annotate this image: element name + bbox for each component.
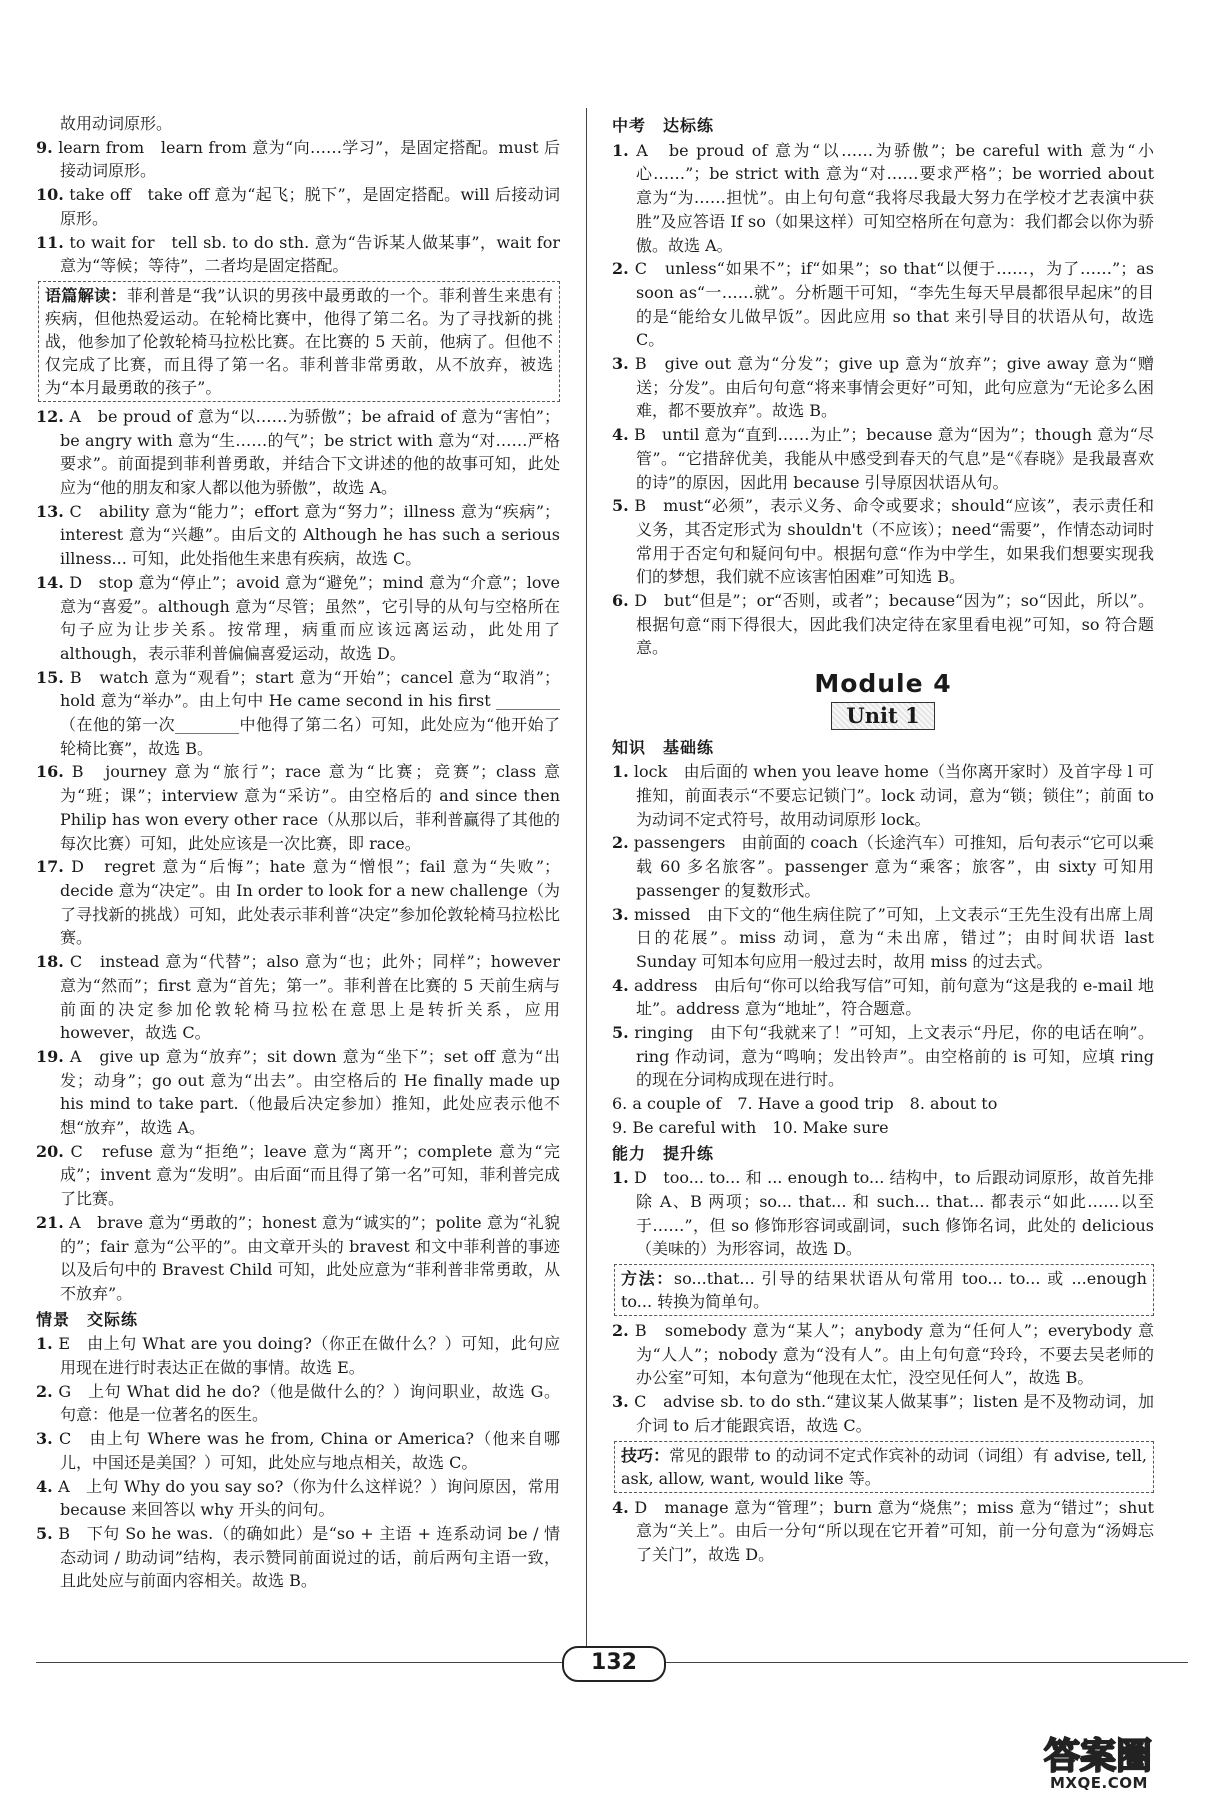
answer-number: 5. [612,1023,629,1043]
answer-item [36,855,560,950]
tip-label: 技巧： [621,1445,670,1465]
answer-number: 1. [612,762,629,782]
answer-number: 20. [36,1141,64,1161]
answer-text: B journey 意为“旅行”；race 意为“比赛；竞赛”；class 意为“班；课”；interview 意为“采访”。由空格后的 and since then Philip has won every other race（从那以后，菲利普赢得了其他的每次比赛）可知，此处应该是一次比赛，即 race。 [60,762,560,853]
answer-item [612,903,1154,974]
answer-number: 2. [612,259,629,279]
answer-item [612,139,1154,258]
right-column [612,112,1154,1567]
answer-item [612,1496,1154,1567]
answer-text: D manage 意为“管理”；burn 意为“烧焦”；miss 意为“错过”；shut 意为“关上”。由后一分句“所以现在它开着”可知，前一分句意为“汤姆忘了关门”，故选 D。 [634,1497,1154,1564]
right-items-c1 [612,1166,1154,1261]
answer-item [612,589,1154,660]
answer-number: 15. [36,667,64,687]
answer-number: 3. [36,1429,53,1449]
answer-item [612,1166,1154,1261]
answer-item [36,405,560,500]
answer-text: B 下句 So he was.（的确如此）是“so + 主语 + 连系动词 be / 情态动词 / 助动词”结构，表示赞同前面说过的话，前后两句主语一致，且此处应与前面内容相关。故选 B。 [58,1523,560,1591]
answer-text: G 上句 What did he do?（他是做什么的？）询问职业，故选 G。句意：他是一位著名的医生。 [58,1381,560,1425]
answer-text: A 上句 Why do you say so?（你为什么这样说？）询问原因，常用 because 来回答以 why 开头的问句。 [58,1476,560,1520]
answer-number: 2. [36,1381,53,1401]
left-items-c [36,1332,560,1593]
answer-item [612,760,1154,831]
tip-text: 常见的跟带 to 的动词不定式作宾补的动词（词组）有 advise, tell, ask, allow, want, would like 等。 [621,1445,1147,1488]
left-column [36,112,560,1593]
section-exam: 中考 达标练 [612,116,715,135]
answer-item [612,257,1154,352]
answer-text: B watch 意为“观看”；start 意为“开始”；cancel 意为“取消”；hold 意为“举办”。由上句中 He came second in his first ________（在他的第一次________中他得了第二名）可知，此处应为“他开始了轮椅比赛”，故选 B。 [60,667,560,758]
answer-number: 3. [612,1392,629,1412]
answer-text: C 由上句 Where was he from, China or America?（他来自哪儿，中国还是美国？）可知，此处应与地点相关，故选 C。 [58,1429,560,1472]
answer-number: 1. [612,140,629,160]
answer-number: 12. [36,406,64,426]
answer-item [36,1211,560,1306]
column-divider [586,108,587,1648]
answer-number: 3. [612,904,629,924]
answer-number: 5. [36,1523,53,1543]
intro-line: 故用动词原形。 [60,114,173,133]
answer-number: 11. [36,232,64,252]
answer-item [36,231,560,278]
answer-item [36,1380,560,1427]
watermark-domain: MXQE.COM [1050,1774,1148,1792]
answer-number: 2. [612,833,629,853]
answer-text: D regret 意为“后悔”；hate 意为“憎恨”；fail 意为“失败”；decide 意为“决定”。由 In order to look for a new challenge（为了寻找新的挑战）可知，此处表示菲利普“决定”参加伦敦轮椅马拉松比赛。 [60,857,560,948]
answer-text: A give up 意为“放弃”；sit down 意为“坐下”；set off 意为“出发；动身”；go out 意为“出去”。由空格后的 He finally made up his mind to take part.（他最后决定参加）推知，此处应表示他不想“放弃”，故选 A。 [60,1046,560,1138]
answer-text: B give out 意为“分发”；give up 意为“放弃”；give away 意为“赠送；分发”。由后句句意“将来事情会更好”可知，此句应意为“无论多么困难，都不要放弃”。故选 B。 [634,354,1154,421]
right-items-a [612,139,1154,660]
answer-number: 4. [612,1497,629,1517]
answer-number: 14. [36,572,64,592]
answer-number: 18. [36,952,64,972]
answer-text: C advise sb. to do sth.“建议某人做某事”；listen 是不及物动词，加介词 to 后才能跟宾语，故选 C。 [634,1392,1154,1435]
answer-text: passengers 由前面的 coach（长途汽车）可推知，后句表示“它可以乘载 60 多名旅客”。passenger 意为“乘客；旅客”，由 sixty 可知用 passenger 的复数形式。 [633,833,1155,900]
answer-number: 2. [612,1321,629,1341]
answer-item [612,1021,1154,1092]
answer-number: 1. [612,1168,629,1188]
answer-text: C unless“如果不”；if“如果”；so that“以便于……，为了……”；as soon as“一……就”。分析题干可知，“李先生每天早晨都很早起床”的目的是“能给女儿做早饭”。因此应用 so that 来引导目的状语从句，故选 C。 [634,259,1154,350]
answer-number: 10. [36,185,64,205]
answer-item [36,136,560,183]
answer-text: learn from learn from 意为“向……学习”，是固定搭配。must 后接动词原形。 [58,137,560,181]
reading-label: 语篇解读： [45,285,127,305]
unit-title-wrap [612,702,1154,730]
right-items-c2 [612,1319,1154,1438]
answer-text: C instead 意为“代替”；also 意为“也；此外；同样”；however 意为“然而”；first 意为“首先；第一”。菲利普在比赛的 5 天前生病与前面的决定参加伦敦轮椅马拉松在意思上是转折关系，应用 however，故选 C。 [60,952,560,1043]
answer-item [612,974,1154,1021]
answer-text: B must“必须”，表示义务、命令或要求；should“应该”，表示责任和义务，其否定形式为 shouldn't（不应该）；need“需要”，作情态动词时常用于否定句和疑问句中。根据句意“作为中学生，如果我们想要实现我们的梦想，我们就不应该害怕困难”可知选 B。 [634,496,1154,587]
answer-item [36,950,560,1045]
left-items-a [36,136,560,278]
answer-item [36,1332,560,1379]
answer-number: 19. [36,1046,64,1066]
answer-number: 1. [36,1334,53,1354]
answer-number: 4. [612,425,629,445]
answer-item [612,352,1154,423]
answer-text: lock 由后面的 when you leave home（当你离开家时）及首字母 l 可推知，前面表示“不要忘记锁门”。lock 动词，意为“锁；锁住”；前面 to 为动词不定式符号，故用动词原形 lock。 [633,762,1154,829]
answer-item [36,500,560,571]
answer-item [36,1522,560,1593]
answer-number: 5. [612,496,629,516]
answer-text: C refuse 意为“拒绝”；leave 意为“离开”；complete 意为“完成”；invent 意为“发明”。由后面“而且得了第一名”可知，菲利普完成了比赛。 [60,1141,560,1209]
section-ability: 能力 提升练 [612,1143,715,1163]
answer-text: A brave 意为“勇敢的”；honest 意为“诚实的”；polite 意为“礼貌的”；fair 意为“公平的”。由文章开头的 bravest 和文中菲利普的事迹以及后句中的 Bravest Child 可知，此处应意为“菲利普非常勇敢，从不放弃”。 [60,1212,560,1303]
left-items-b [36,405,560,1306]
answer-item [36,760,560,855]
right-items-c3 [612,1496,1154,1567]
section-basics: 知识 基础练 [612,737,715,757]
answer-number: 4. [36,1476,53,1496]
answer-item [36,1045,560,1140]
answer-text: B somebody 意为“某人”；anybody 意为“任何人”；everybody 意为“人人”；nobody 意为“没有人”。由上句句意“玲玲，不要去吴老师的办公室”可知，本句意为“他现在太忙，没空见任何人”，故选 B。 [634,1321,1154,1388]
answer-text: B until 意为“直到……为止”；because 意为“因为”；though 意为“尽管”。“它措辞优美，我能从中感受到春天的气息”是“《春晓》是我最喜欢的诗”的原因，因此用 because 引导原因状语从句。 [633,425,1154,492]
answer-item [612,1319,1154,1390]
answer-text: A be proud of 意为“以……为骄傲”；be afraid of 意为“害怕”；be angry with 意为“生……的气”；be strict with 意为“对……严格要求”。前面提到菲利普勇敢，并结合下文讲述的他的故事可知，此处应为“他的朋友和家人都以他为骄傲”，故选 A。 [60,406,560,498]
unit-title: Unit 1 [831,702,934,730]
method-box [614,1264,1154,1316]
answer-item [612,423,1154,494]
answer-text: D stop 意为“停止”；avoid 意为“避免”；mind 意为“介意”；love 意为“喜爱”。although 意为“尽管；虽然”，它引导的从句与空格所在句子应为让步关系。按常理，病重而应该远离运动，此处用了 although，表示菲利普偏偏喜爱运动，故选 D。 [60,572,560,663]
answer-text: ringing 由下句“我就来了！”可知，上文表示“丹尼，你的电话在响”。ring 作动词，意为“鸣响；发出铃声”。由空格前的 is 可知，应填 ring 的现在分词构成现在进行时。 [634,1023,1154,1090]
answer-line-9-10: 9. Be careful with 10. Make sure [612,1117,889,1137]
tip-box [614,1441,1154,1493]
method-label: 方法： [621,1269,674,1289]
answer-text: missed 由下文的“他生病住院了”可知，上文表示“王先生没有出席上周日的花展”。miss 动词，意为“未出席，错过”；由时间状语 last Sunday 可知本句应用一般过去时，故用 miss 的过去式。 [634,904,1154,971]
answer-item [612,1390,1154,1437]
watermark-top: 答案圈 [1044,1736,1153,1777]
answer-line-6-8: 6. a couple of 7. Have a good trip 8. about to [612,1094,998,1114]
page-number: 132 [562,1646,666,1682]
answer-item [36,666,560,761]
answer-number: 21. [36,1212,64,1232]
answer-text: C ability 意为“能力”；effort 意为“努力”；illness 意为“疾病”；interest 意为“兴趣”。由后文的 Although he has such a serious illness... 可知，此处指他生来患有疾病，故选 C。 [60,501,560,569]
answer-text: D too... to... 和 ... enough to... 结构中，to 后跟动词原形，故首先排除 A、B 两项；so... that... 和 such... that... 都表示“如此……以至于……”，但 so 修饰形容词或副词，such 修饰名词，此处的 delicious（美味的）为形容词，故选 D。 [634,1168,1154,1259]
answer-item [36,1140,560,1211]
answer-item [36,1427,560,1474]
answer-item [612,831,1154,902]
right-items-b [612,760,1154,1092]
answer-item [612,494,1154,589]
answer-text: E 由上句 What are you doing?（你正在做什么？）可知，此句应用现在进行时表达正在做的事情。故选 E。 [58,1334,560,1378]
section-dialogue: 情景 交际练 [36,1309,139,1329]
answer-number: 4. [612,975,629,995]
answer-text: A be proud of 意为“以……为骄傲”；be careful with 意为“小心……”；be strict with 意为“对……要求严格”；be worried about 意为“为……担忧”。由上句句意“我将尽我最大努力在学校才艺表演中获胜”及应答语 If so（如果这样）可知空格所在句意为：我们都会以你为骄傲。故选 A。 [636,140,1154,255]
answer-number: 9. [36,137,53,157]
reading-text: 菲利普是“我”认识的男孩中最勇敢的一个。菲利普生来患有疾病，但他热爱运动。在轮椅比赛中，他得了第二名。为了寻找新的挑战，他参加了伦敦轮椅马拉松比赛。在比赛的 5 天前，他病了。但他不仅完成了比赛，而且得了第一名。菲利普非常勇敢，从不放弃，被选为“本月最勇敢的孩子”。 [45,285,553,397]
answer-number: 3. [612,354,629,374]
answer-item [36,183,560,230]
answer-text: to wait for tell sb. to do sth. 意为“告诉某人做某事”，wait for 意为“等候；等待”，二者均是固定搭配。 [60,232,560,276]
answer-item [36,571,560,666]
reading-box [38,281,560,402]
answer-number: 13. [36,501,64,521]
answer-number: 16. [36,762,64,782]
answer-text: address 由后句“你可以给我写信”可知，前句意为“这是我的 e-mail 地址”。address 意为“地址”，符合题意。 [633,975,1154,1019]
module-title: Module 4 [814,669,952,699]
answer-text: D but“但是”；or“否则，或者”；because“因为”；so“因此，所以”。根据句意“雨下得很大，因此我们决定待在家里看电视”可知，so 符合题意。 [634,591,1154,658]
answer-number: 17. [36,857,64,877]
answer-number: 6. [612,591,629,611]
answer-item [36,1475,560,1522]
method-text: so...that... 引导的结果状语从句常用 too... to... 或 ...enough to... 转换为简单句。 [621,1269,1147,1312]
answer-text: take off take off 意为“起飞；脱下”，是固定搭配。will 后接动词原形。 [60,185,560,228]
